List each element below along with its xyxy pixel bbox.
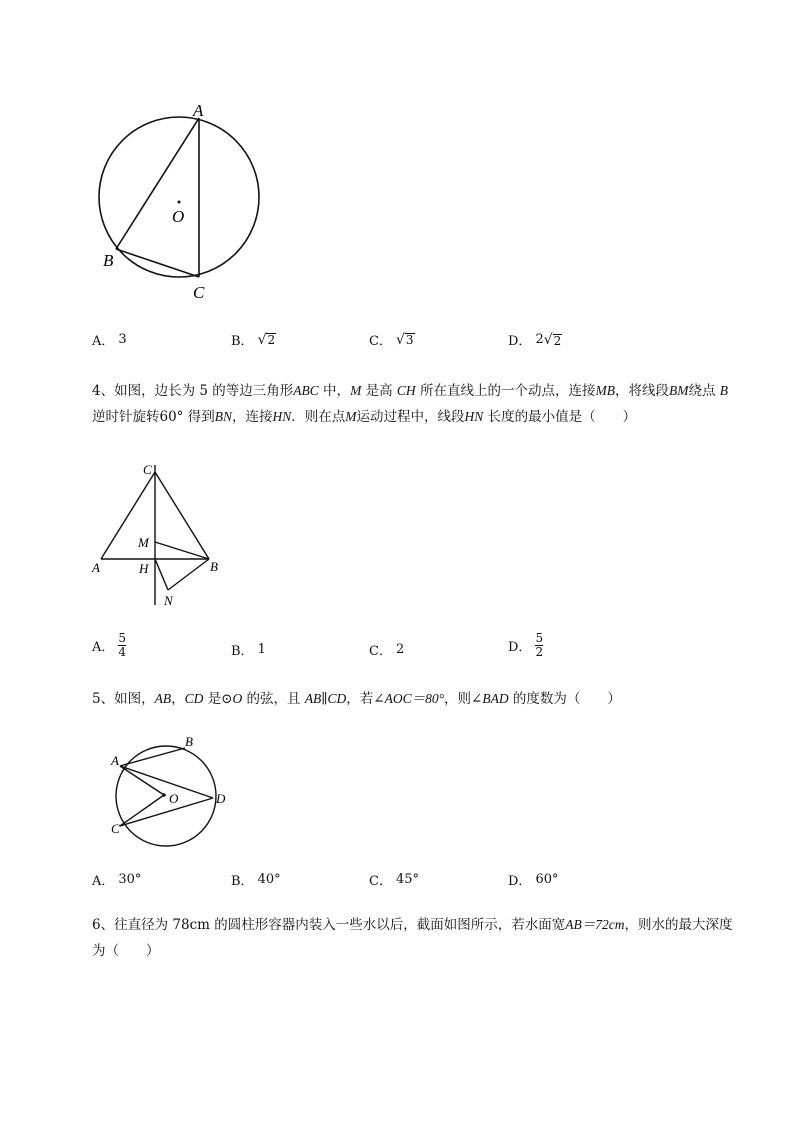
expr-angle-bad: ∠BAD	[471, 691, 509, 706]
segment-ao	[120, 766, 164, 795]
radicand: 2	[267, 332, 276, 347]
question-number: 4、	[92, 383, 115, 399]
label-d: D	[216, 791, 226, 806]
q4-option-c[interactable]	[369, 640, 404, 659]
label-o: O	[172, 207, 185, 226]
label-n: N	[164, 593, 173, 608]
label-a: A	[111, 753, 119, 768]
label-o: O	[169, 791, 179, 806]
q5-text: ，	[171, 691, 185, 707]
q3-option-a[interactable]	[92, 330, 127, 349]
sqrt-expression: √ 3	[395, 331, 414, 348]
segment-hn	[155, 559, 168, 590]
fraction	[535, 632, 543, 659]
sqrt-expression: √ 2	[257, 331, 276, 348]
q4-text: 所在直线上的一个动点，连接	[415, 383, 596, 399]
var-ab: AB	[154, 691, 172, 706]
var-hn: HN	[464, 409, 484, 424]
circle-o	[99, 117, 259, 277]
option-value: 30°	[118, 872, 142, 887]
option-letter: B．	[231, 874, 254, 889]
q4-option-a[interactable]	[92, 632, 126, 659]
figure-equilateral-triangle	[90, 455, 230, 615]
option-letter: A．	[92, 874, 115, 889]
option-value: 1	[257, 642, 266, 657]
figure-1-svg	[95, 98, 270, 308]
var-abc: ABC	[293, 383, 319, 398]
denominator: 2	[535, 645, 544, 659]
q5-text: 如图，	[114, 691, 155, 707]
denominator: 4	[118, 645, 127, 659]
figure-circle-triangle	[95, 98, 270, 308]
var-bn: BN	[214, 409, 232, 424]
segment-mb	[155, 542, 209, 559]
var-cd: CD	[184, 691, 204, 706]
option-value: 2	[395, 642, 405, 657]
option-letter: D．	[508, 640, 532, 655]
option-letter: B．	[231, 644, 254, 659]
label-a: A	[92, 560, 100, 575]
option-letter: C．	[369, 334, 392, 349]
var-m: M	[345, 409, 357, 424]
q4-text: 长度的最小值是（ ）	[483, 409, 637, 425]
q5-option-d[interactable]	[508, 870, 558, 889]
option-letter: D．	[508, 334, 532, 349]
question-6	[92, 912, 742, 964]
var-mb: MB	[595, 383, 615, 398]
option-letter: A．	[92, 640, 115, 655]
q4-text: ．则在点	[291, 409, 346, 425]
figure-2-svg	[90, 455, 230, 615]
segment-co	[120, 795, 164, 826]
label-h: H	[139, 561, 149, 576]
var-o: O	[232, 691, 243, 706]
q4-text: 运动过程中，线段	[356, 409, 465, 425]
label-c: C	[193, 283, 205, 302]
radicand: 3	[405, 332, 414, 347]
q5-option-c[interactable]	[369, 870, 419, 889]
option-value: 45°	[395, 872, 419, 887]
fraction	[118, 632, 126, 659]
q5-text: 是⊙	[203, 691, 233, 707]
segment-bc	[116, 249, 199, 277]
q5-option-b[interactable]	[231, 870, 281, 889]
figure-circle-chords	[105, 732, 235, 842]
center-dot	[178, 201, 181, 204]
q4-text: 中，	[318, 383, 351, 399]
option-value: 3	[118, 332, 127, 347]
option-value: 60°	[535, 872, 559, 887]
label-c: C	[143, 462, 152, 477]
q3-option-c[interactable]	[369, 330, 415, 349]
numerator: 5	[118, 631, 127, 645]
option-value: 40°	[257, 872, 281, 887]
q6-text: 往直径为 78cm 的圆柱形容器内装入一些水以后，截面如图所示，若水面宽	[114, 917, 566, 933]
option-letter: C．	[369, 874, 392, 889]
question-5	[92, 686, 742, 712]
q3-option-b[interactable]	[231, 330, 276, 349]
label-m: M	[138, 535, 149, 550]
var-bm: BM	[668, 383, 689, 398]
question-number: 5、	[92, 691, 115, 707]
segment-cb	[155, 472, 209, 559]
segment-bn	[168, 559, 209, 590]
option-letter: B．	[231, 334, 254, 349]
segment-ab	[116, 118, 199, 249]
q6-text: ，则水的最大深度为（ ）	[92, 917, 733, 959]
q4-option-d[interactable]	[508, 632, 543, 659]
expr-parallel: AB∥CD	[304, 691, 347, 706]
var-hn: HN	[272, 409, 292, 424]
coefficient: 2	[535, 332, 544, 347]
option-letter: D．	[508, 874, 532, 889]
q5-text: 的弦，且	[242, 691, 305, 707]
center-dot	[162, 793, 166, 797]
q4-option-b[interactable]	[231, 640, 266, 659]
q4-text: 绕点	[688, 383, 720, 399]
q4-text: 如图，边长为 5 的等边三角形	[114, 383, 294, 399]
q4-text: ，将线段	[614, 383, 669, 399]
label-a: A	[193, 101, 204, 120]
q4-text: ，连接	[232, 409, 273, 425]
expr-ab-width: AB＝72cm	[565, 917, 625, 932]
radicand: 2	[553, 333, 562, 348]
option-letter: A．	[92, 334, 115, 349]
q4-text: 逆时针旋转60° 得到	[92, 409, 215, 425]
label-c: C	[111, 821, 120, 836]
circle-o	[116, 746, 216, 846]
label-b: B	[103, 251, 114, 270]
question-4	[92, 378, 742, 430]
label-b: B	[185, 734, 193, 749]
var-ch: CH	[396, 383, 416, 398]
q5-option-a[interactable]	[92, 870, 141, 889]
q5-text: ，若	[346, 691, 374, 707]
var-m: M	[350, 383, 362, 398]
q4-text: 是高	[361, 383, 397, 399]
label-b: B	[210, 559, 218, 574]
segment-ad	[120, 766, 213, 798]
option-letter: C．	[369, 644, 392, 659]
segment-ab	[120, 748, 185, 766]
q5-text: ，则	[444, 691, 472, 707]
coef-sqrt-expression: 2 √ 2	[535, 331, 562, 348]
segment-cd	[120, 798, 213, 826]
question-number: 6、	[92, 917, 115, 933]
figure-3-svg	[105, 732, 235, 842]
expr-angle-aoc: ∠AOC＝80°	[373, 691, 445, 706]
numerator: 5	[535, 631, 544, 645]
q5-text: 的度数为（ ）	[508, 691, 621, 707]
q3-option-d[interactable]	[508, 330, 562, 349]
var-b: B	[719, 383, 729, 398]
